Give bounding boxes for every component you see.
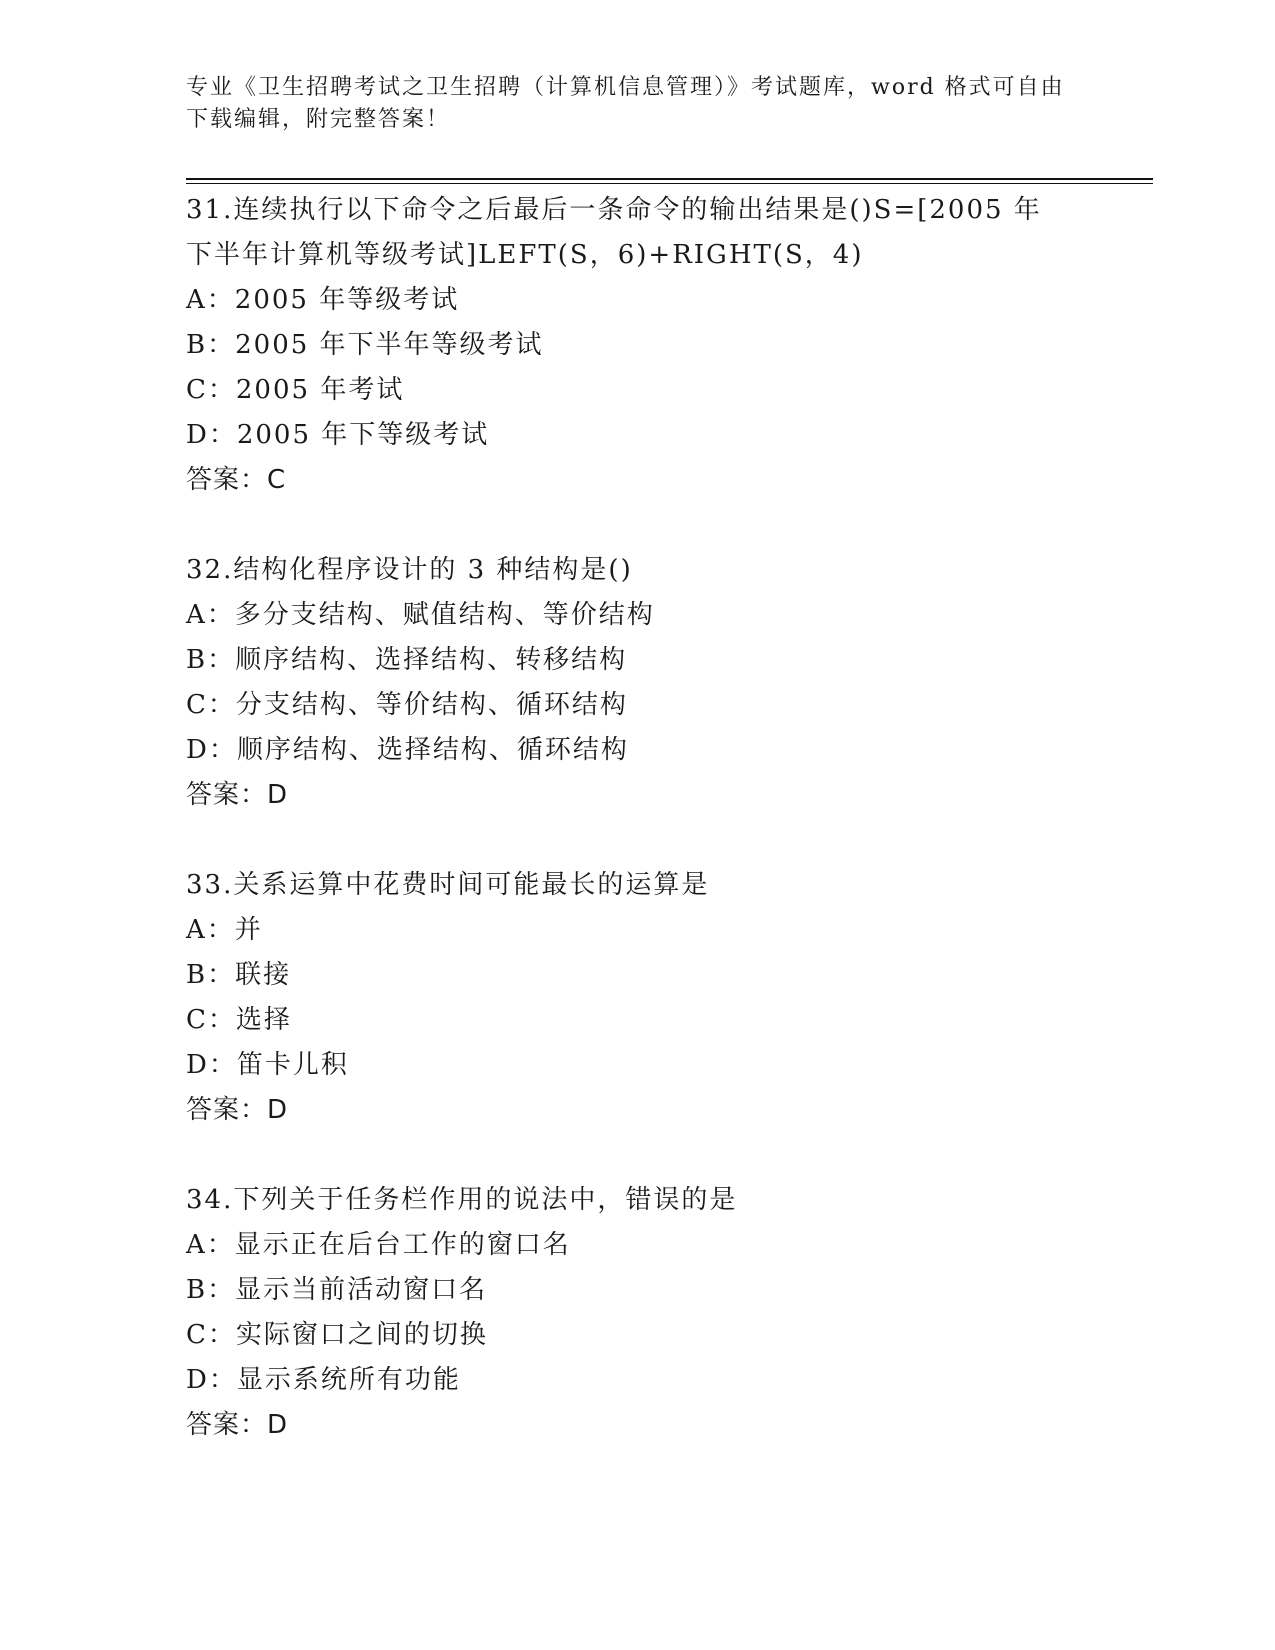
option-b: B：显示当前活动窗口名 — [186, 1275, 488, 1305]
question-31 — [186, 188, 1086, 503]
option-b: B：顺序结构、选择结构、转移结构 — [186, 645, 628, 675]
question-list — [186, 188, 1086, 1493]
option-c: C：实际窗口之间的切换 — [186, 1320, 488, 1350]
question-34 — [186, 1178, 1086, 1448]
option-a: A：2005 年等级考试 — [186, 285, 460, 315]
option-b: B：2005 年下半年等级考试 — [186, 330, 544, 360]
question-stem: 32.结构化程序设计的 3 种结构是() — [186, 555, 633, 585]
question-stem: 34.下列关于任务栏作用的说法中，错误的是 — [186, 1185, 738, 1215]
option-a: A：显示正在后台工作的窗口名 — [186, 1230, 571, 1260]
answer: 答案：D — [186, 1410, 289, 1440]
option-d: D：2005 年下等级考试 — [186, 420, 490, 450]
header-rule-thin — [186, 183, 1153, 184]
question-stem: 31.连续执行以下命令之后最后一条命令的输出结果是()S=[2005 年下半年计算机等级考试]LEFT(S，6)+RIGHT(S，4) — [186, 195, 1042, 270]
answer: 答案：C — [186, 465, 287, 495]
option-d: D：显示系统所有功能 — [186, 1365, 461, 1395]
option-c: C：分支结构、等价结构、循环结构 — [186, 690, 628, 720]
document-header: 专业《卫生招聘考试之卫生招聘（计算机信息管理）》考试题库，word 格式可自由下载编辑，附完整答案！ — [186, 75, 1065, 132]
option-b: B：联接 — [186, 960, 292, 990]
answer: 答案：D — [186, 780, 289, 810]
answer: 答案：D — [186, 1095, 289, 1125]
option-d: D：笛卡儿积 — [186, 1050, 349, 1080]
header-rule-thick — [186, 178, 1153, 180]
question-stem: 33.关系运算中花费时间可能最长的运算是 — [186, 870, 710, 900]
option-a: A：并 — [186, 915, 263, 945]
question-33 — [186, 863, 1086, 1133]
option-d: D：顺序结构、选择结构、循环结构 — [186, 735, 629, 765]
option-c: C：2005 年考试 — [186, 375, 405, 405]
option-a: A：多分支结构、赋值结构、等价结构 — [186, 600, 655, 630]
option-c: C：选择 — [186, 1005, 292, 1035]
question-32 — [186, 548, 1086, 818]
